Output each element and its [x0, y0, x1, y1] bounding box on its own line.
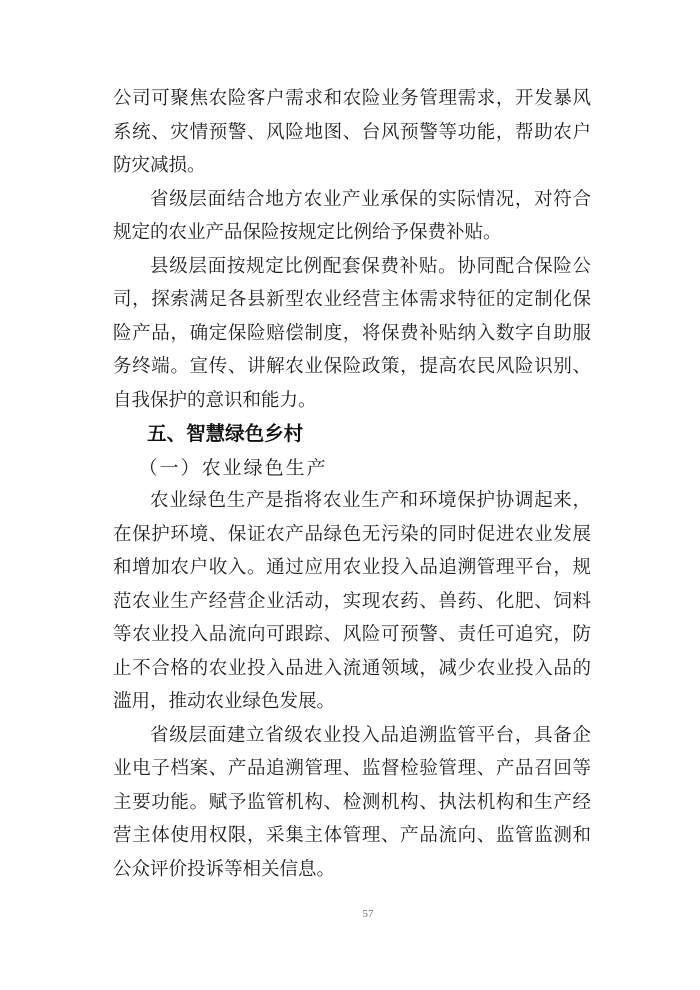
subsection-heading: （一）农业绿色生产 — [138, 457, 328, 479]
paragraph-province-platform: 省级层面建立省级农业投入品追溯监管平台，具备企业电子档案、产品追溯管理、监督检验管理、产品召回等主要功能。赋予监管机构、检测机构、执法机构和生产经营主体使用权限，采集主体管理、产品流向、监管监测和公众评价投诉等相关信息。 — [113, 725, 591, 880]
body-text — [113, 83, 591, 887]
paragraph-county-subsidy: 县级层面按规定比例配套保费补贴。协同配合保险公司，探索满足各县新型农业经营主体需求特征的定制化保险产品，确定保险赔偿制度，将保费补贴纳入数字自助服务终端。宣传、讲解农业保险政策，提高农民风险识别、自我保护的意识和能力。 — [113, 256, 591, 411]
paragraph-province-subsidy: 省级层面结合地方农业产业承保的实际情况，对符合规定的农业产品保险按规定比例给予保费补贴。 — [113, 189, 591, 243]
page-number: 57 — [362, 908, 374, 920]
paragraph-insurance-functions: 公司可聚焦农险客户需求和农险业务管理需求，开发暴风系统、灾情预警、风险地图、台风预警等功能，帮助农户防灾减损。 — [113, 89, 591, 176]
section-heading: 五、智慧绿色乡村 — [147, 423, 304, 445]
paragraph-green-production: 农业绿色生产是指将农业生产和环境保护协调起来，在保护环境、保证农产品绿色无污染的同时促进农业发展和增加农户收入。通过应用农业投入品追溯管理平台，规范农业生产经营企业活动，实现农药、兽药、化肥、饲料等农业投入品流向可跟踪、风险可预警、责任可追究，防止不合格的农业投入品进入流通领域，减少农业投入品的滥用，推动农业绿色发展。 — [113, 491, 591, 712]
